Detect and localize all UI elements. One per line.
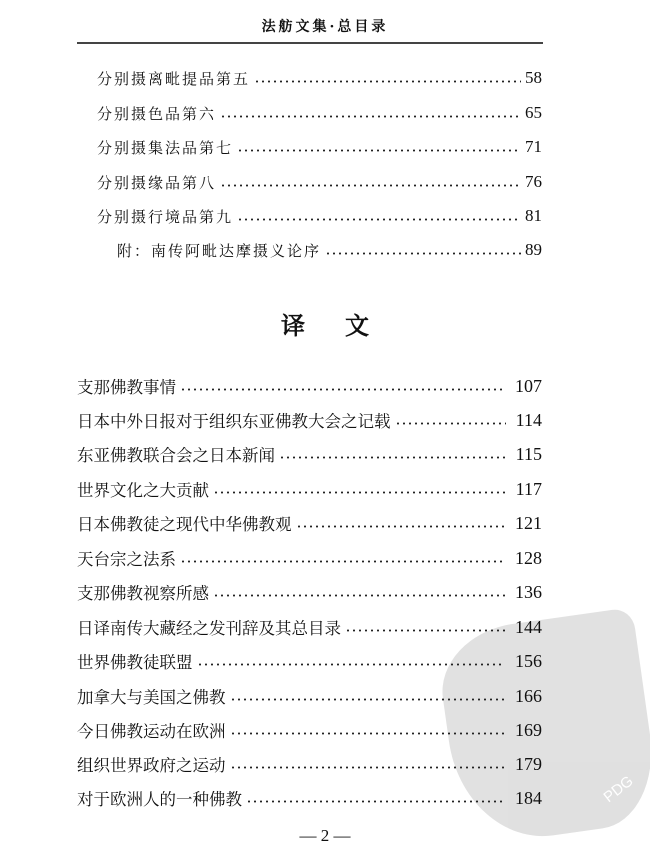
toc-entry[interactable] bbox=[97, 204, 542, 228]
entry-title: 分别摄缘品第八 bbox=[97, 173, 217, 192]
entry-page: 89 bbox=[525, 240, 542, 259]
dot-leader bbox=[180, 388, 505, 391]
toc-entry[interactable] bbox=[77, 786, 542, 810]
dot-leader bbox=[237, 149, 521, 152]
entry-page: 156 bbox=[515, 650, 542, 671]
toc-entry[interactable] bbox=[77, 546, 542, 570]
toc-entry[interactable] bbox=[97, 101, 542, 125]
entry-title: 附：南传阿毗达摩摄义论序 bbox=[117, 241, 322, 260]
entry-page: 136 bbox=[515, 581, 542, 602]
dot-leader bbox=[220, 115, 521, 118]
toc-entry[interactable] bbox=[77, 752, 542, 776]
dot-leader bbox=[213, 491, 506, 494]
entry-page: 65 bbox=[525, 103, 542, 122]
entry-title: 分别摄色品第六 bbox=[97, 104, 217, 123]
dot-leader bbox=[325, 252, 521, 255]
entry-page: 179 bbox=[515, 753, 542, 774]
dot-leader bbox=[197, 663, 506, 666]
dot-leader bbox=[230, 766, 506, 769]
entry-page: 184 bbox=[515, 787, 542, 808]
running-header: 法舫文集·总目录 bbox=[261, 19, 389, 35]
toc-entry[interactable] bbox=[77, 408, 542, 432]
toc-entry[interactable] bbox=[117, 238, 542, 262]
toc-entry[interactable] bbox=[77, 477, 542, 501]
dot-leader bbox=[296, 525, 506, 528]
toc-entry[interactable] bbox=[97, 170, 542, 194]
entry-title: 天台宗之法系 bbox=[77, 550, 176, 569]
dot-leader bbox=[237, 218, 521, 221]
dot-leader bbox=[213, 594, 505, 597]
entry-title: 日本佛教徒之现代中华佛教观 bbox=[77, 515, 292, 534]
dot-leader bbox=[246, 800, 505, 803]
dot-leader bbox=[254, 80, 521, 83]
entry-title: 日译南传大藏经之发刊辞及其总目录 bbox=[77, 619, 341, 638]
entry-title: 日本中外日报对于组织东亚佛教大会之记载 bbox=[77, 412, 391, 431]
entry-page: 121 bbox=[515, 512, 542, 533]
dot-leader bbox=[279, 456, 506, 459]
entry-title: 世界文化之大贡献 bbox=[77, 481, 209, 500]
page-number: — 2 — bbox=[299, 826, 351, 845]
entry-title: 分别摄行境品第九 bbox=[97, 207, 234, 226]
entry-page: 81 bbox=[525, 206, 542, 225]
toc-entry[interactable] bbox=[77, 649, 542, 673]
entry-page: 71 bbox=[525, 137, 542, 156]
dot-leader bbox=[180, 560, 505, 563]
entry-page: 144 bbox=[515, 616, 542, 637]
entry-page: 107 bbox=[515, 375, 542, 396]
section-title: 译文 bbox=[281, 311, 409, 340]
toc-entry[interactable] bbox=[77, 374, 542, 398]
entry-page: 117 bbox=[515, 478, 542, 499]
toc-entry[interactable] bbox=[97, 135, 542, 159]
entry-title: 今日佛教运动在欧洲 bbox=[77, 722, 226, 741]
entry-title: 分别摄集法品第七 bbox=[97, 138, 234, 157]
watermark-text: PDG bbox=[600, 772, 638, 806]
entry-page: 76 bbox=[525, 172, 542, 191]
entry-page: 115 bbox=[515, 443, 542, 464]
entry-page: 114 bbox=[515, 409, 542, 430]
dot-leader bbox=[345, 629, 505, 632]
entry-page: 128 bbox=[515, 547, 542, 568]
entry-title: 对于欧洲人的一种佛教 bbox=[77, 790, 242, 809]
entry-title: 世界佛教徒联盟 bbox=[77, 653, 193, 672]
entry-title: 东亚佛教联合会之日本新闻 bbox=[77, 446, 275, 465]
dot-leader bbox=[220, 184, 521, 187]
toc-entry[interactable] bbox=[77, 442, 542, 466]
entry-title: 加拿大与美国之佛教 bbox=[77, 688, 226, 707]
header-rule bbox=[77, 42, 543, 44]
entry-page: 58 bbox=[525, 68, 542, 87]
toc-entry[interactable] bbox=[77, 684, 542, 708]
dot-leader bbox=[230, 698, 506, 701]
toc-entry[interactable] bbox=[77, 511, 542, 535]
entry-title: 支那佛教事情 bbox=[77, 378, 176, 397]
toc-entry[interactable] bbox=[77, 718, 542, 742]
dot-leader bbox=[230, 732, 506, 735]
entry-title: 分别摄离毗提品第五 bbox=[97, 69, 251, 88]
toc-entry[interactable] bbox=[77, 580, 542, 604]
toc-entry[interactable] bbox=[77, 615, 542, 639]
dot-leader bbox=[395, 422, 506, 425]
toc-entry[interactable] bbox=[97, 66, 542, 90]
entry-title: 组织世界政府之运动 bbox=[77, 756, 226, 775]
entry-page: 166 bbox=[515, 685, 542, 706]
entry-page: 169 bbox=[515, 719, 542, 740]
entry-title: 支那佛教视察所感 bbox=[77, 584, 209, 603]
